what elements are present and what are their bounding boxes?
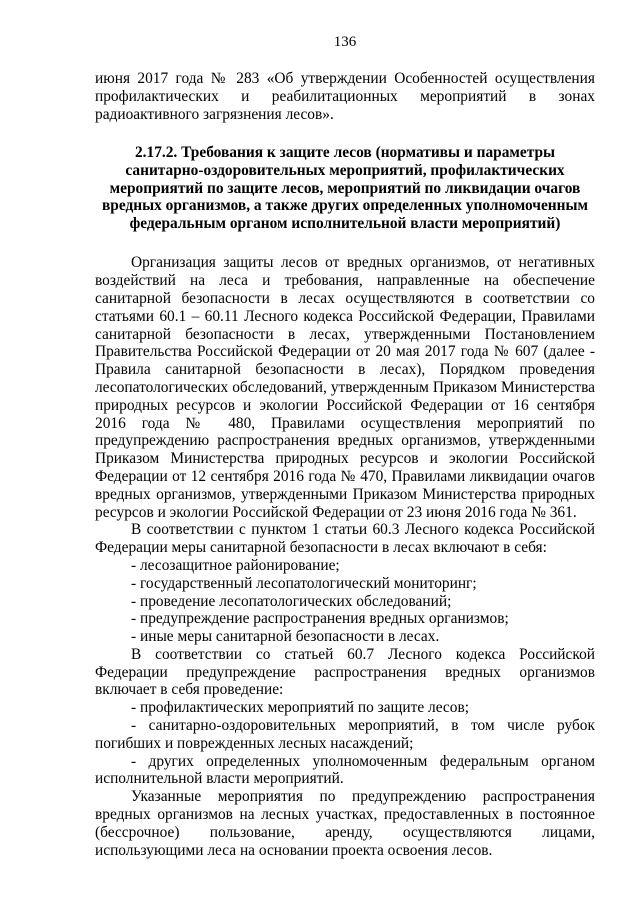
list-2 [95,699,595,788]
list-item: - государственный лесопатологический мониторинг; [131,574,477,592]
paragraph-3: В соответствии со статьей 60.7 Лесного кодекса Российской Федерации предупреждение распространения вредных организмов включает в себя проведение: [95,645,595,699]
list-item: - предупреждение распространения вредных организмов; [131,610,509,628]
document-page [95,33,595,859]
section-heading: 2.17.2. Требования к защите лесов (нормативы и параметры санитарно-оздоровительных мероприятий, профилактических мероприятий по защите лесов, мероприятий по ликвидации очагов вредных организмов, а также других определенных уполномоченным федеральным органом исполнительной власти мероприятий) [101,144,589,232]
list-item: - других определенных уполномоченным федеральным органом исполнительной власти мероприятий. [95,752,595,788]
list-item: - лесозащитное районирование; [131,556,340,574]
list-item: - иные меры санитарной безопасности в лесах. [131,628,440,646]
page-number: 136 [333,34,357,50]
list-item: - проведение лесопатологических обследований; [131,592,452,610]
paragraph-4: Указанные мероприятия по предупреждению распространения вредных организмов на лесных участках, предоставленных в постоянное (бессрочное) пользование, аренду, осуществляются лицами, использующими леса на основании проекта освоения лесов. [95,788,595,859]
paragraph-2: В соответствии с пунктом 1 статьи 60.3 Лесного кодекса Российской Федерации меры санитарной безопасности в лесах включают в себя: [95,521,595,557]
list-1 [95,557,595,646]
intro-paragraph: июня 2017 года № 283 «Об утверждении Особенностей осуществления профилактических и реабилитационных мероприятий в зонах радиоактивного загрязнения лесов». [95,70,595,123]
paragraph-1: Организация защиты лесов от вредных организмов, от негативных воздействий на леса и требования, направленные на обеспечение санитарной безопасности в лесах осуществляются в соответствии со статьями 60.1 – 60.11 Лесного кодекса Российской Федерации, Правилами санитарной безопасности в лесах, утвержденными Постановлением Правительства Российской Федерации от 20 мая 2017 года № 607 (далее - Правила санитарной безопасности в лесах), Порядком проведения лесопатологических обследований, утвержденным Приказом Министерства природных ресурсов и экологии Российской Федерации от 16 сентября 2016 года № 480, Правилами осуществления мероприятий по предупреждению распространения вредных организмов, утвержденными Приказом Министерства природных ресурсов и экологии Российской Федерации от 12 сентября 2016 года № 470, Правилами ликвидации очагов вредных организмов, утвержденными Приказом Министерства природных ресурсов и экологии Российской Федерации от 23 июня 2016 года № 361. [95,254,595,521]
list-item: - профилактических мероприятий по защите лесов; [131,699,470,717]
list-item: - санитарно-оздоровительных мероприятий, в том числе рубок погибших и поврежденных лесных насаждений; [95,717,595,752]
